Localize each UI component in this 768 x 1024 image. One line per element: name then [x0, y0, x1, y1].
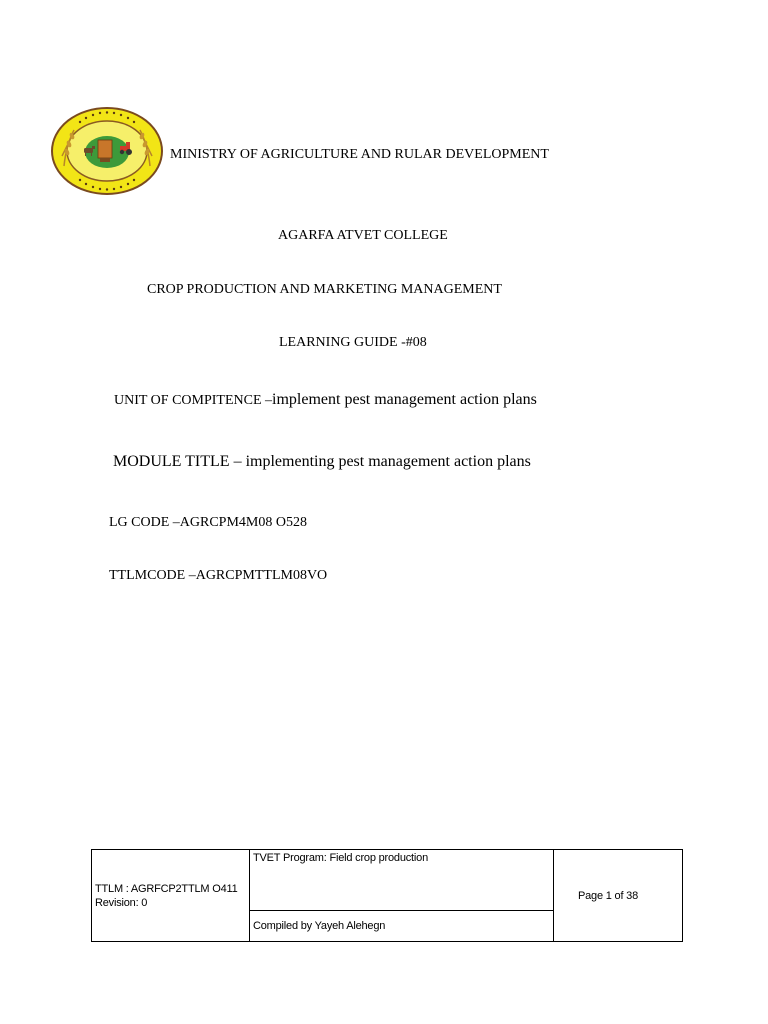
- footer-revision: Revision: 0: [95, 896, 148, 909]
- footer-compiled-by: Compiled by Yayeh Alehegn: [250, 911, 554, 942]
- footer-table: [91, 849, 683, 942]
- footer-page-number: Page 1 of 38: [554, 850, 683, 942]
- program-name: CROP PRODUCTION AND MARKETING MANAGEMENT: [147, 282, 502, 297]
- module-label: MODULE TITLE –: [113, 453, 246, 470]
- footer-ttlm: TTLM : AGRFCP2TTLM O411: [95, 882, 238, 895]
- ttlm-code: TTLMCODE –AGRCPMTTLM08VO: [109, 568, 328, 583]
- footer-tvet-program: TVET Program: Field crop production: [250, 850, 554, 911]
- college-seal-icon: [50, 106, 164, 196]
- unit-title: implement pest management action plans: [272, 391, 537, 408]
- unit-label: UNIT OF COMPITENCE –: [114, 393, 273, 408]
- footer-ttlm-cell: [92, 850, 250, 942]
- module-title-text: implementing pest management action plans: [245, 453, 531, 470]
- unit-of-competence: [114, 391, 537, 410]
- college-name: AGARFA ATVET COLLEGE: [278, 228, 448, 243]
- ministry-name: MINISTRY OF AGRICULTURE AND RULAR DEVELOPMENT: [170, 147, 549, 162]
- lg-code: LG CODE –AGRCPM4M08 O528: [109, 515, 307, 530]
- module-title: [113, 452, 531, 472]
- learning-guide-number: LEARNING GUIDE -#08: [279, 335, 427, 350]
